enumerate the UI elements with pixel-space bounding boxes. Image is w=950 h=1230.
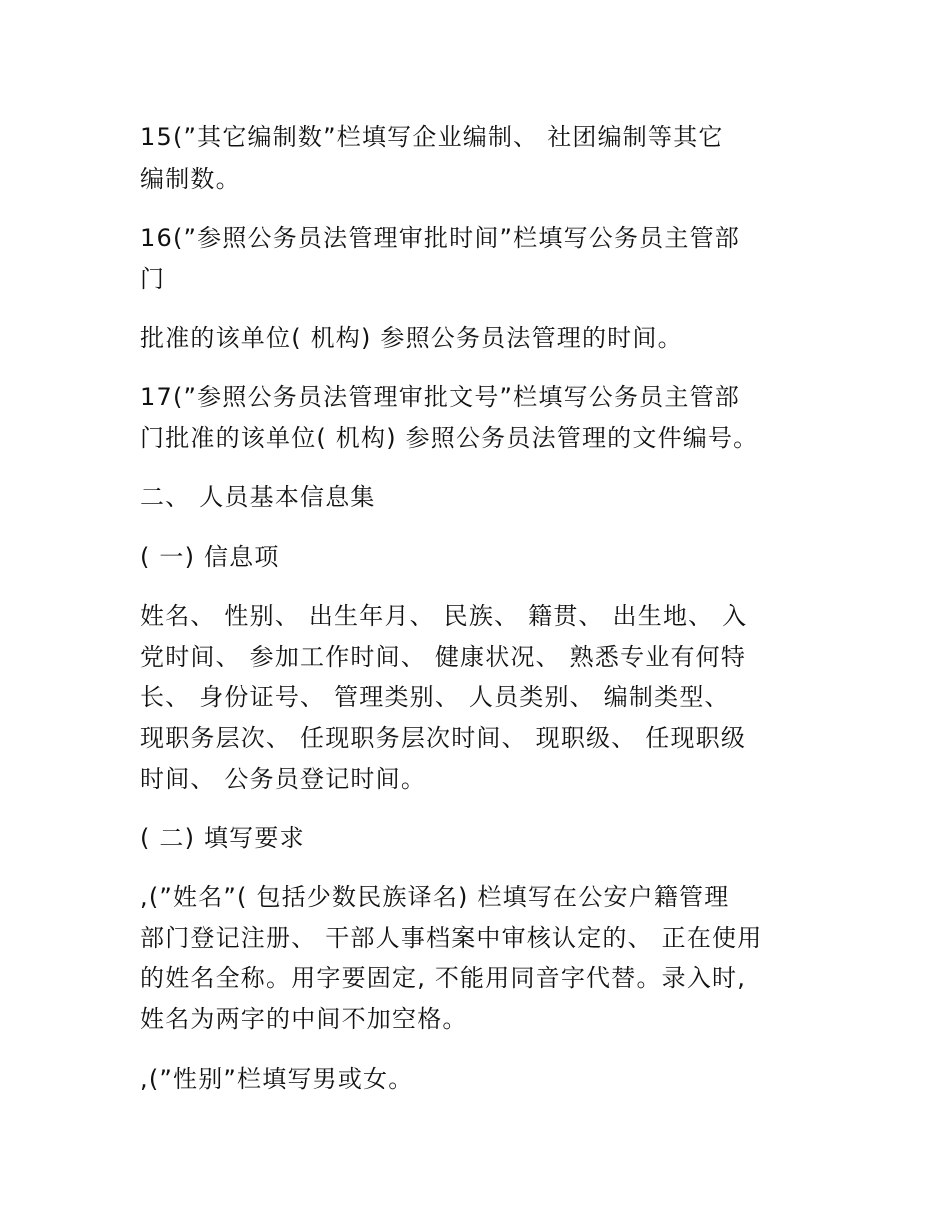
subsection-heading-info-items: ( 一) 信息项 — [140, 543, 280, 571]
info-items-line-2: 党时间、 参加工作时间、 健康状况、 熟悉专业有何特 — [140, 643, 747, 671]
text-line-item-15-a: 15(”其它编制数”栏填写企业编制、 社团编制等其它 — [140, 123, 724, 151]
requirement-name-line-1: ,(”姓名”( 包括少数民族译名) 栏填写在公安户籍管理 — [140, 883, 730, 911]
text-line-item-17-b: 门批准的该单位( 机构) 参照公务员法管理的文件编号。 — [140, 424, 759, 452]
text-line-item-16-c: 批准的该单位( 机构) 参照公务员法管理的时间。 — [140, 324, 683, 352]
text-line-item-16-b: 门 — [140, 265, 166, 293]
info-items-line-3: 长、 身份证号、 管理类别、 人员类别、 编制类型、 — [140, 683, 730, 711]
requirement-name-line-3: 的姓名全称。用字要固定, 不能用同音字代替。录入时, — [140, 964, 747, 992]
subsection-heading-requirements: ( 二) 填写要求 — [140, 824, 305, 852]
info-items-line-1: 姓名、 性别、 出生年月、 民族、 籍贯、 出生地、 入 — [140, 602, 748, 630]
requirement-gender-line: ,(”性别”栏填写男或女。 — [140, 1065, 414, 1093]
text-line-item-15-b: 编制数。 — [140, 165, 241, 193]
requirement-name-line-4: 姓名为两字的中间不加空格。 — [140, 1005, 468, 1033]
text-line-item-16-a: 16(”参照公务员法管理审批时间”栏填写公务员主管部 — [140, 224, 740, 252]
info-items-line-4: 现职务层次、 任现职务层次时间、 现职级、 任现职级 — [140, 724, 747, 752]
text-line-item-17-a: 17(”参照公务员法管理审批文号”栏填写公务员主管部 — [140, 383, 740, 411]
requirement-name-line-2: 部门登记注册、 干部人事档案中审核认定的、 正在使用 — [140, 924, 763, 952]
section-heading: 二、 人员基本信息集 — [140, 483, 376, 511]
info-items-line-5: 时间、 公务员登记时间。 — [140, 765, 427, 793]
